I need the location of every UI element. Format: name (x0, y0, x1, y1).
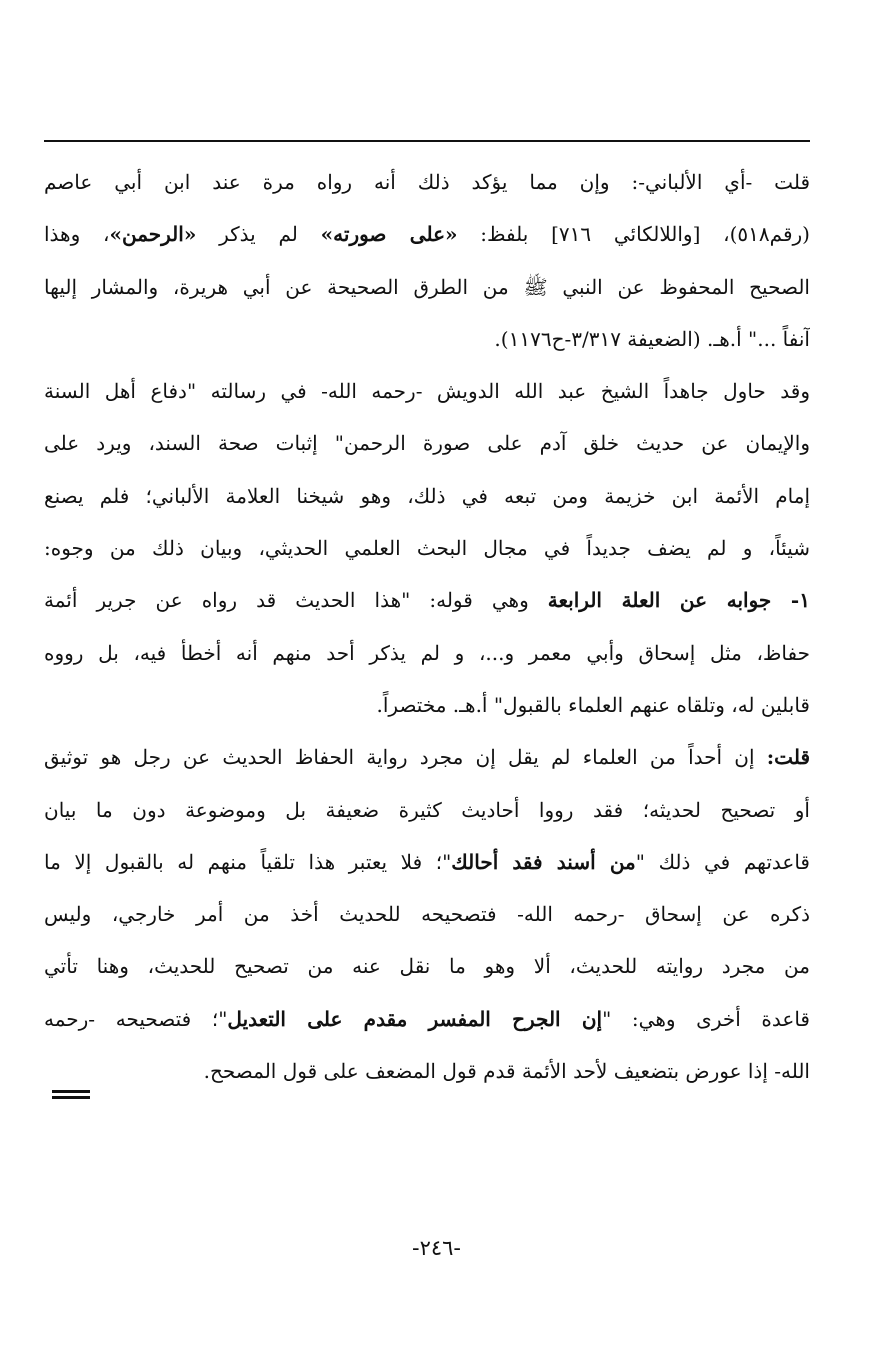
text-line: والإيمان عن حديث خلق آدم على صورة الرحمن" إثبات صحة السند، ويرد على (44, 431, 810, 456)
text-line: (رقم٥١٨)، [واللالكائي ٧١٦] بلفظ: «على صورته» لم يذكر «الرحمن»، وهذا (44, 222, 810, 247)
paragraph-response (44, 731, 810, 1097)
text-line: قاعدتهم في ذلك "من أسند فقد أحالك"؛ فلا يعتبر هذا تلقياً منهم له بالقبول إلا ما (44, 849, 810, 874)
text-line: قلت -أي الألباني-: وإن مما يؤكد ذلك أنه رواه مرة عند ابن أبي عاصم (44, 170, 810, 194)
text-line: حفاظ، مثل إسحاق وأبي معمر و...، و لم يذكر أحد منهم أنه أخطأ فيه، بل رووه (44, 640, 810, 665)
text-line: الصحيح المحفوظ عن النبي ﷺ من الطرق الصحيحة عن أبي هريرة، والمشار إليها (44, 274, 810, 299)
text-line: شيئاً، و لم يضف جديداً في مجال البحث العلمي الحديثي، وبيان ذلك من وجوه: (44, 536, 810, 561)
text-line: ذكره عن إسحاق -رحمه الله- فتصحيحه للحديث أخذ من أمر خارجي، وليس (44, 902, 810, 927)
section-end-mark (52, 1090, 90, 1100)
text-line: الله- إذا عورض بتضعيف لأحد الأئمة قدم قول المضعف على قول المصحح. (203, 1059, 810, 1084)
top-rule (44, 140, 810, 142)
end-mark-bar (52, 1090, 90, 1093)
text-line: قلت: إن أحداً من العلماء لم يقل إن مجرد رواية الحفاظ الحديث عن رجل هو توثيق (44, 745, 810, 770)
text-line: وقد حاول جاهداً الشيخ عبد الله الدويش -رحمه الله- في رسالته "دفاع أهل السنة (44, 379, 810, 404)
page-number: -٢٤٦- (412, 1236, 461, 1260)
text-line: من مجرد روايته للحديث، ألا وهو ما نقل عنه من تصحيح للحديث، وهنا تأتي (44, 954, 810, 979)
paragraph-duwaish (44, 365, 810, 574)
text-line: أو تصحيح لحديثه؛ فقد رووا أحاديث كثيرة ضعيفة بل وموضوعة دون ما بيان (44, 797, 810, 822)
text-line: آنفاً ..." أ.هـ. (الضعيفة ٣/٣١٧-ح١١٧٦). (494, 326, 810, 351)
end-mark-bar (52, 1096, 90, 1099)
paragraph-fourth-defect (44, 574, 810, 731)
text-line: إمام الأئمة ابن خزيمة ومن تبعه في ذلك، وهو شيخنا العلامة الألباني؛ فلم يصنع (44, 483, 810, 508)
text-line: قاعدة أخرى وهي: "إن الجرح المفسر مقدم على التعديل"؛ فتصحيحه -رحمه (44, 1006, 810, 1031)
page-body-text (44, 156, 810, 1097)
paragraph-albani-quote (44, 156, 810, 365)
text-line: قابلين له، وتلقاه عنهم العلماء بالقبول" أ.هـ. مختصراً. (376, 692, 810, 717)
text-line: ١- جوابه عن العلة الرابعة وهي قوله: "هذا الحديث قد رواه عن جرير أئمة (44, 588, 810, 613)
